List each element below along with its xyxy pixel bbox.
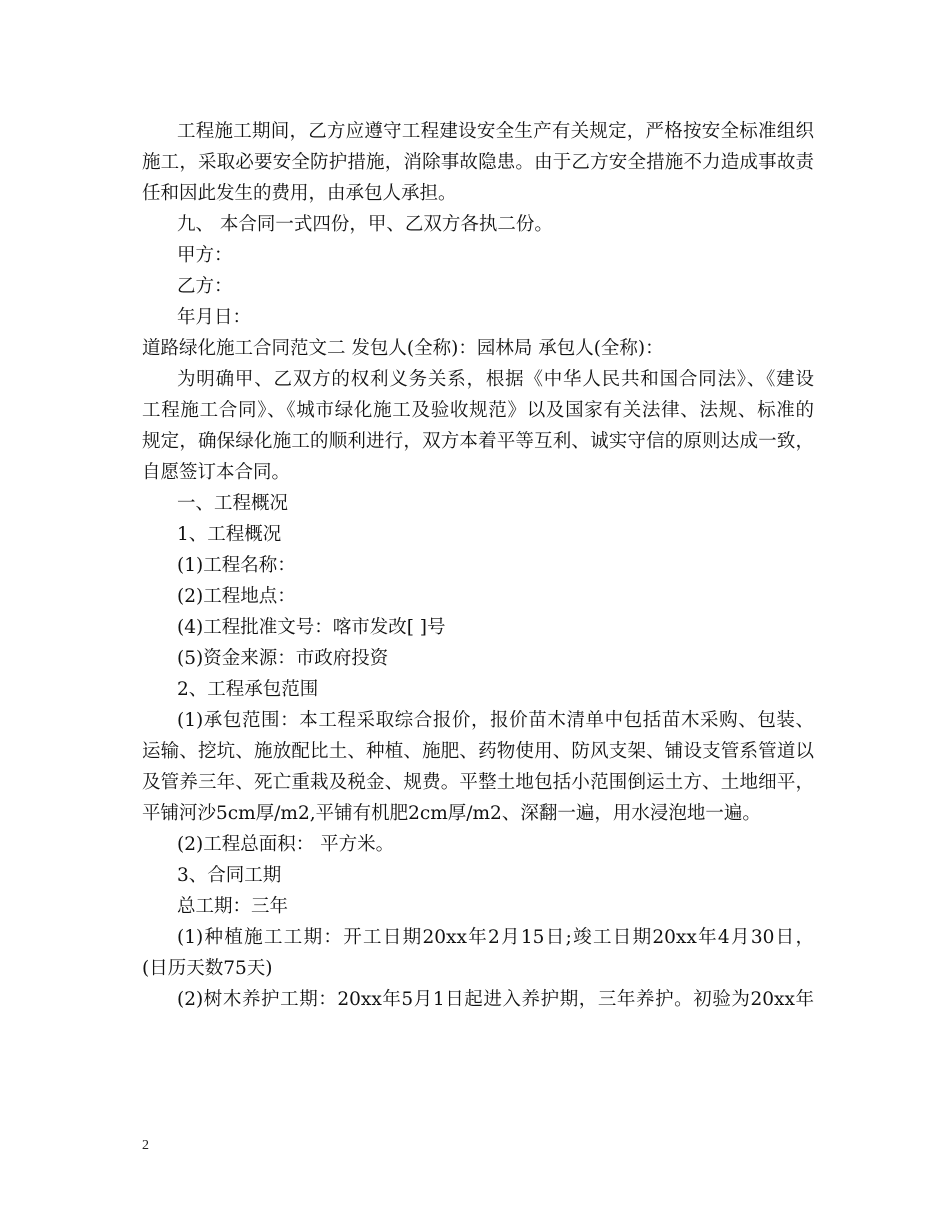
paragraph-line: 任和因此发生的费用，由承包人承担。 [142,183,457,204]
page-number: 2 [142,1138,149,1153]
date-label: 年月日： [177,307,252,328]
clause-nine: 九、 本合同一式四份，甲、乙双方各执二份。 [177,214,553,235]
list-item: (2)工程地点： [177,586,296,607]
list-item: (2)工程总面积： 平方米。 [177,834,395,855]
paragraph-line: (日历天数75天) [142,958,273,979]
paragraph-line: 自愿签订本合同。 [142,462,291,483]
paragraph-line: 工程施工合同》、《城市绿化施工及验收规范》以及国家有关法律、法规、标准的 [142,400,814,421]
paragraph-line: 平铺河沙5cm厚/m2,平铺有机肥2cm厚/m2、深翻一遍，用水浸泡地一遍。 [142,803,761,824]
paragraph-line: 工程施工期间，乙方应遵守工程建设安全生产有关规定，严格按安全标准组织 [177,121,814,142]
list-item: (4)工程批准文号：喀市发改[ ]号 [177,617,446,638]
document-body [142,116,814,1015]
paragraph-line: 施工，采取必要安全防护措施，消除事故隐患。由于乙方安全措施不力造成事故责 [142,152,814,173]
party-b-label: 乙方： [177,276,233,297]
section-heading: 一、工程概况 [177,493,289,514]
party-a-label: 甲方： [177,245,233,266]
paragraph-line: 规定，确保绿化施工的顺利进行，双方本着平等互利、诚实守信的原则达成一致， [142,431,814,452]
subsection-heading: 1、工程概况 [177,524,282,545]
contract-heading: 道路绿化施工合同范文二 发包人(全称)：园林局 承包人(全称)： [142,338,664,359]
subsection-heading: 3、合同工期 [177,865,282,886]
paragraph-line: (2)树木养护工期：20xx年5月1日起进入养护期，三年养护。初验为20xx年 [177,989,814,1010]
list-item: 总工期：三年 [177,896,289,917]
subsection-heading: 2、工程承包范围 [177,679,319,700]
paragraph-line: 及管养三年、死亡重栽及税金、规费。平整土地包括小范围倒运土方、土地细平， [142,772,814,793]
list-item: (5)资金来源：市政府投资 [177,648,389,669]
paragraph-line: 运输、挖坑、施放配比土、种植、施肥、药物使用、防风支架、铺设支管系管道以 [142,741,814,762]
paragraph-line: 为明确甲、乙双方的权利义务关系，根据《中华人民共和国合同法》、《建设 [177,369,814,390]
list-item: (1)工程名称： [177,555,296,576]
paragraph-line: (1)种植施工工期：开工日期20xx年2月15日;竣工日期20xx年4月30日， [177,927,814,948]
paragraph-line: (1)承包范围：本工程采取综合报价，报价苗木清单中包括苗木采购、包装、 [177,710,814,731]
